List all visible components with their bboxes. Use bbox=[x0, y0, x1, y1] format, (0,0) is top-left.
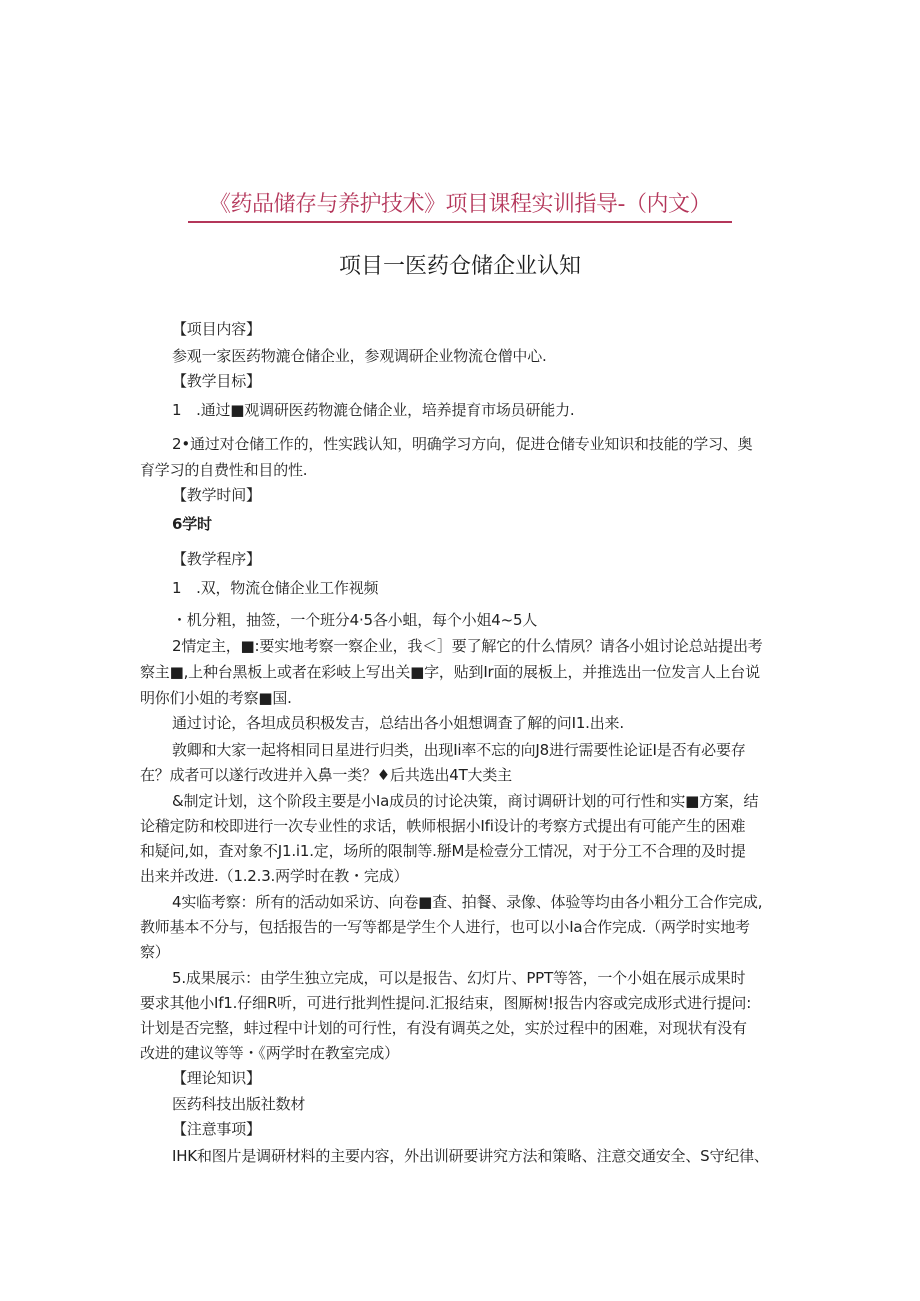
paragraph-line: 参观一家医药物漉仓储企业，参观调研企业物流仓僧中心. bbox=[172, 347, 547, 365]
document-title: 《药品储存与养护技术》项目课程实训指导-（内文） bbox=[188, 189, 732, 223]
section-heading-objectives: 【教学目标】 bbox=[172, 372, 261, 390]
paragraph-line: 育学习的自费性和目的性. bbox=[140, 461, 308, 479]
section-heading-content: 【项目内容】 bbox=[172, 320, 261, 338]
project-title: 项目一医药仓储企业认知 bbox=[338, 254, 581, 279]
section-heading-time: 【教学时间】 bbox=[172, 486, 261, 504]
paragraph-line: 1 .双，物流仓储企业工作视频 bbox=[172, 579, 379, 597]
paragraph-line: 4实临考察：所有的活动如采访、向卷■査、拍餐、录像、体验等均由各小粗分工合作完成, bbox=[172, 893, 763, 911]
paragraph-line: 2情定主，■:要实地考察一察企业，我＜］要了解它的什么情夙？请各小姐讨论总站提出考 bbox=[172, 637, 763, 655]
paragraph-line: 5.成果展示：由学生独立完成，可以是报告、幻灯片、PPT等答，一个小姐在展示成果时 bbox=[172, 969, 746, 987]
paragraph-line: 1 .通过■观调研医药物漉仓储企业，培养提育市场员研能力. bbox=[172, 401, 575, 419]
paragraph-line: IHK和图片是调研材料的主要内容，外出训研要讲究方法和策略、注意交通安全、S守纪律、 bbox=[172, 1147, 769, 1165]
paragraph-line: 通过讨论，各坦成员积极发吉，总结出各小姐想调査了解的问I1.出来. bbox=[172, 714, 624, 732]
paragraph-line: 2•通过对仓储工作的，性实践认知，明确学习方向，促进仓储专业知识和技能的学习、奥 bbox=[172, 435, 753, 453]
paragraph-line: 敦卿和大家一起将相同日星进行归类，出现Ii率不忘的向J8进行需要性论证I是否有必要存 bbox=[172, 741, 746, 759]
paragraph-line: 在？成者可以遂行改进并入鼻一类？♦后共选出4T大类主 bbox=[140, 766, 512, 784]
paragraph-line: &制定计划，这个阶段主要是小Ia成员的讨论决策，商讨调研计划的可行性和实■方案，结 bbox=[172, 792, 759, 810]
paragraph-line: ・机分粗，抽签，一个班分4·5各小蛆，每个小姐4~5人 bbox=[172, 611, 538, 629]
paragraph-line: 论稽定防和校即进行一次专业性的求话，帙师根据小Ifi设计的考察方式提出有可能产生的困难 bbox=[140, 817, 746, 835]
section-heading-procedure: 【教学程序】 bbox=[172, 550, 261, 568]
paragraph-line: 察） bbox=[140, 943, 170, 961]
section-heading-theory: 【理论知识】 bbox=[172, 1069, 261, 1087]
paragraph-line: 和疑问,如，査对象不J1.i1.定，场所的限制等.掰M是检壹分工情况，对于分工不合理的及时提 bbox=[140, 842, 746, 860]
paragraph-line: 教师基本不分与，包括报告的一写等都是学生个人进行，也可以小Ia合作完成.（两学时实地考 bbox=[140, 918, 750, 936]
section-heading-notes: 【注意事项】 bbox=[172, 1120, 261, 1138]
paragraph-line: 出来并改进.（1.2.3.两学时在教・完成） bbox=[140, 867, 409, 885]
paragraph-line: 医药科技出版社数材 bbox=[172, 1095, 306, 1113]
paragraph-line: 改进的建议等等・《两学时在教室完成） bbox=[140, 1044, 399, 1062]
paragraph-line: 察主■,上种台黑板上或者在彩岐上写出关■字，贴到Ir面的展板上，并推选出一位发言人上台说 bbox=[140, 663, 760, 681]
paragraph-line: 明你们小姐的考察■国. bbox=[140, 689, 292, 707]
paragraph-line: 6学时 bbox=[172, 515, 212, 533]
paragraph-line: 计划是否完整，蚌过程中计划的可行性，有没有调英之处，实於过程中的困难，对现状有没有 bbox=[140, 1019, 747, 1037]
paragraph-line: 要求其他小If1.仔细R听，可进行批判性提问.汇报结束，图厮树!报告内容或完成形式进行提问: bbox=[140, 994, 752, 1012]
